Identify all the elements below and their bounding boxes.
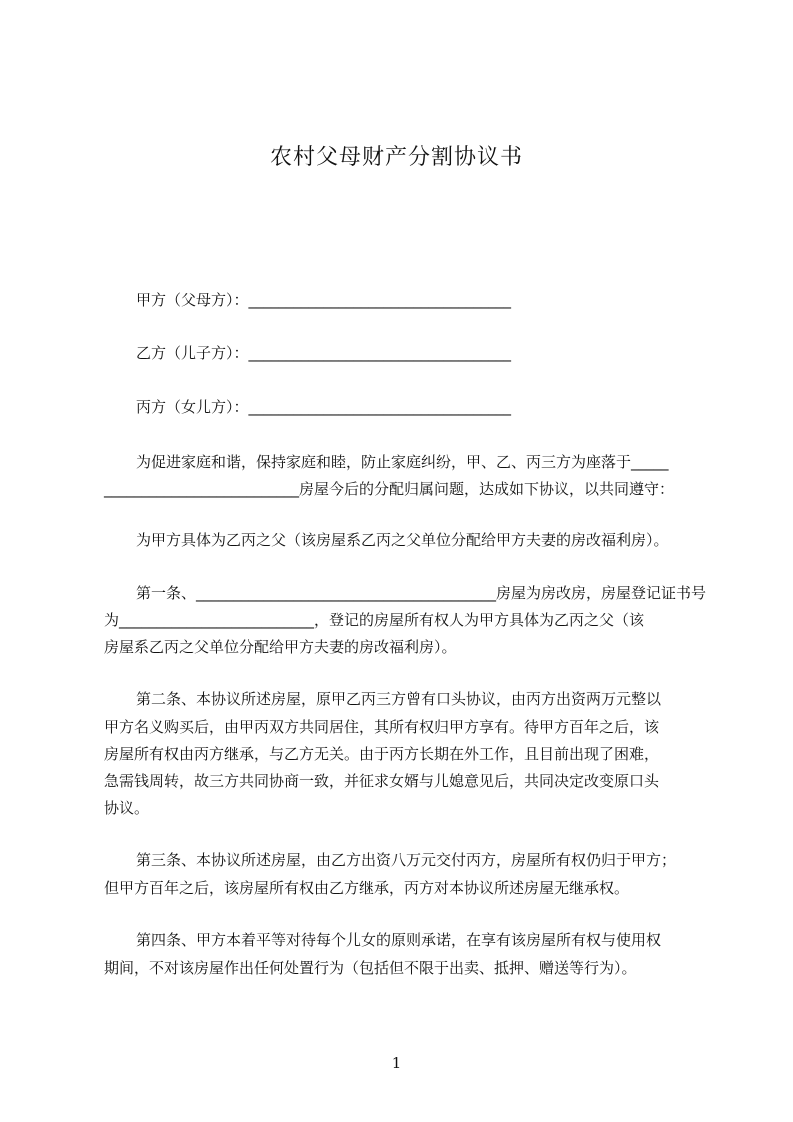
- article-2-line-3: 房屋所有权由丙方继承，与乙方无关。由于丙方长期在外工作，且目前出现了困难，: [104, 745, 660, 763]
- article-2-line-1: 第二条、本协议所述房屋，原甲乙丙三方曾有口头协议，由丙方出资两万元整以: [136, 690, 662, 708]
- article-4-line-1: 第四条、甲方本着平等对待每个儿女的原则承诺，在享有该房屋所有权与使用权: [136, 931, 662, 949]
- party-c-line: 丙方（女儿方）：___________________________________: [136, 398, 512, 416]
- article-4-line-2: 期间，不对该房屋作出任何处置行为（包括但不限于出卖、抵押、赠送等行为）。: [104, 959, 637, 977]
- page-title: 农村父母财产分割协议书: [269, 145, 523, 170]
- preamble-line-2: __________________________房屋今后的分配归属问题，达成如下协议，以共同遵守：: [104, 480, 675, 498]
- party-a-line: 甲方（父母方）：___________________________________: [136, 291, 512, 309]
- article-2-line-2: 甲方名义购买后，由甲丙双方共同居住，其所有权归甲方享有。待甲方百年之后，该: [104, 718, 660, 736]
- article-2-line-4: 急需钱周转，故三方共同协商一致，并征求女婿与儿媳意见后，共同决定改变原口头: [104, 772, 660, 790]
- party-b-line: 乙方（儿子方）：___________________________________: [136, 344, 512, 362]
- article-3-line-2: 但甲方百年之后，该房屋所有权由乙方继承，丙方对本协议所述房屋无继承权。: [104, 879, 630, 897]
- article-1-line-1: 第一条、________________________________________房屋为房改房，房屋登记证书号: [136, 584, 707, 602]
- article-2-line-5: 协议。: [104, 799, 150, 817]
- article-3-line-1: 第三条、本协议所述房屋，由乙方出资八万元交付丙方，房屋所有权仍归于甲方；: [136, 851, 677, 869]
- preamble-line-1: 为促进家庭和谐，保持家庭和睦，防止家庭纠纷，甲、乙、丙三方为座落于_____: [136, 453, 669, 471]
- article-1-line-2: 为__________________________，登记的房屋所有权人为甲方具体为乙丙之父（该: [104, 611, 645, 629]
- party-a-note: 为甲方具体为乙丙之父（该房屋系乙丙之父单位分配给甲方夫妻的房改福利房）。: [136, 531, 669, 549]
- article-1-line-3: 房屋系乙丙之父单位分配给甲方夫妻的房改福利房）。: [104, 638, 457, 656]
- page-number: 1: [391, 1054, 402, 1072]
